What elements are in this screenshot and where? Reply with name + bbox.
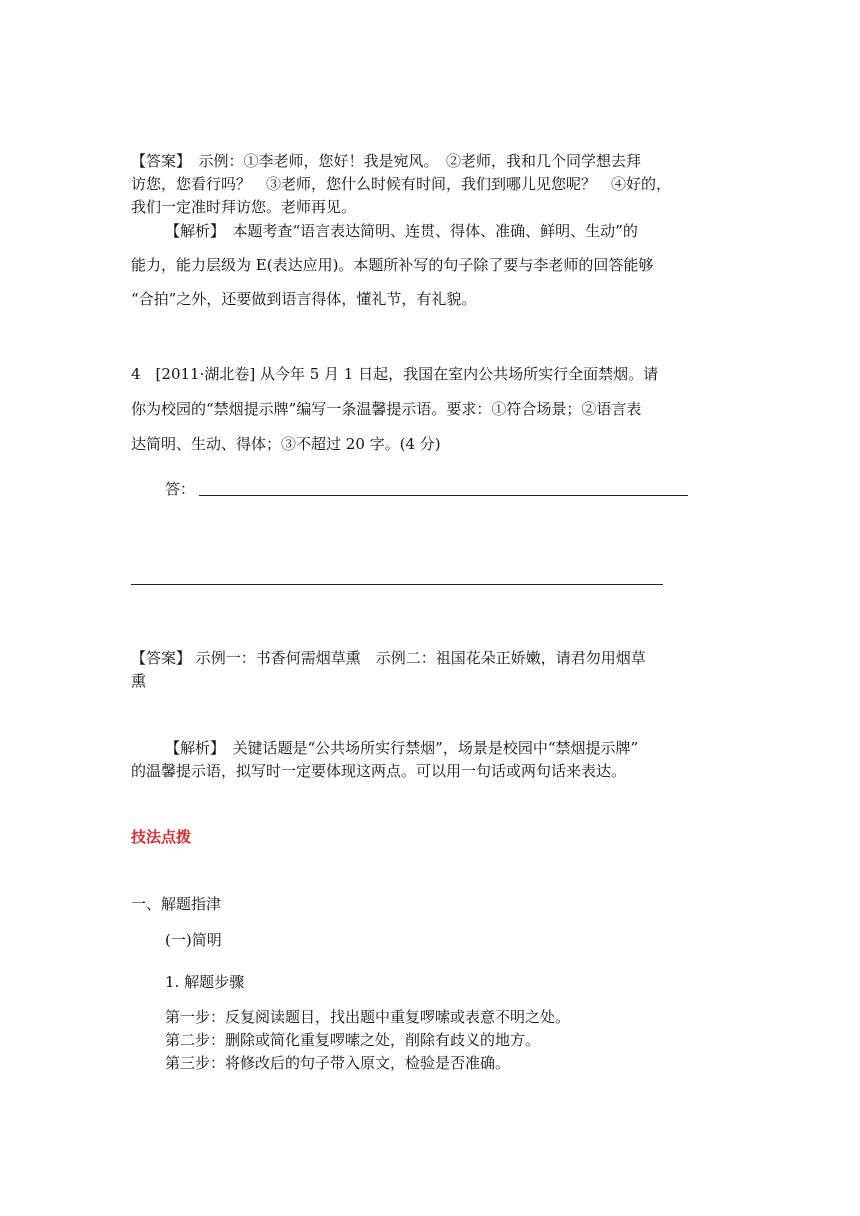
answer-4-line-1: 【答案】 示例一：书香何需烟草熏 示例二：祖国花朵正娇嫩，请君勿用烟草 <box>131 649 646 667</box>
step-2: 第二步：删除或简化重复啰嗦之处，削除有歧义的地方。 <box>165 1031 541 1049</box>
question-4-line-1: 4 [2011·湖北卷] 从今年 5 月 1 日起，我国在室内公共场所实行全面禁烟。请 <box>131 365 659 383</box>
analysis-4-line-1: 【解析】 关键话题是“公共场所实行禁烟”，场景是校园中“禁烟提示牌” <box>165 739 639 757</box>
answer-blank-line-1 <box>199 495 688 496</box>
heading-2: (一)简明 <box>165 931 222 949</box>
question-4-line-3: 达简明、生动、得体；③不超过 20 字。(4 分) <box>131 435 441 453</box>
step-1: 第一步：反复阅读题目，找出题中重复啰嗦或表意不明之处。 <box>165 1008 571 1026</box>
answer-blank-line-2 <box>131 584 663 585</box>
step-3: 第三步：将修改后的句子带入原文，检验是否准确。 <box>165 1054 511 1072</box>
analysis-4-line-2: 的温馨提示语，拟写时一定要体现这两点。可以用一句话或两句话来表达。 <box>131 762 627 780</box>
analysis-1-line-2: 能力，能力层级为 E(表达应用)。本题所补写的句子除了要与李老师的回答能够 <box>131 256 654 274</box>
heading-1: 一、解题指津 <box>131 895 222 913</box>
answer-label: 答： <box>165 480 196 498</box>
analysis-1-line-1: 【解析】 本题考查“语言表达简明、连贯、得体、准确、鲜明、生动”的 <box>165 222 638 240</box>
answer-4-line-2: 熏 <box>131 672 147 690</box>
section-title: 技法点拨 <box>131 828 192 846</box>
answer-1-line-1: 【答案】 示例：①李老师，您好！我是宛风。 ②老师，我和几个同学想去拜 <box>131 152 642 170</box>
question-4-line-2: 你为校园的“禁烟提示牌”编写一条温馨提示语。要求：①符合场景；②语言表 <box>131 400 642 418</box>
heading-3: 1. 解题步骤 <box>165 973 245 991</box>
analysis-1-line-3: “合拍”之外，还要做到语言得体，懂礼节，有礼貌。 <box>131 290 477 308</box>
answer-1-line-2: 访您，您看行吗？ ③老师，您什么时候有时间，我们到哪儿见您呢？ ④好的， <box>131 175 672 193</box>
answer-1-line-3: 我们一定准时拜访您。老师再见。 <box>131 198 357 216</box>
